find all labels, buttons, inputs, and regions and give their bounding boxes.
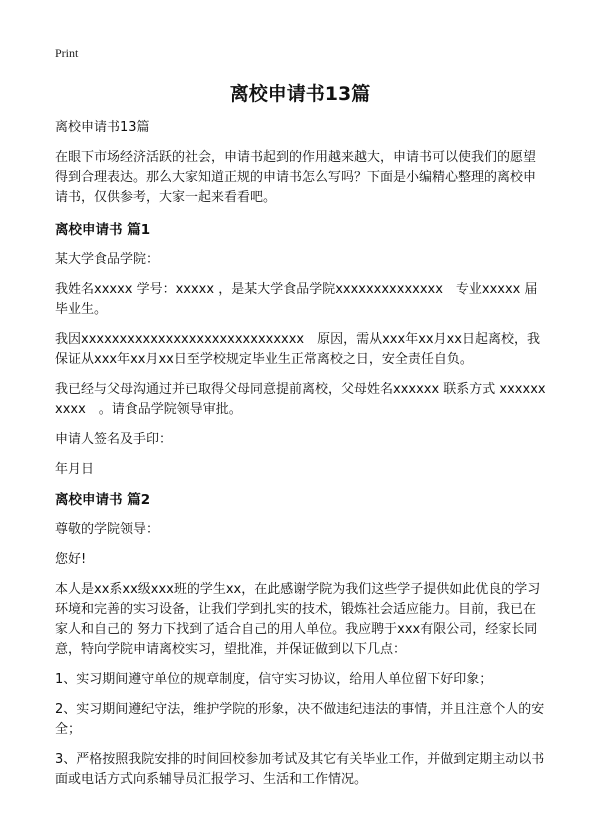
- section2-greeting: 您好!: [55, 552, 87, 567]
- document-body: [55, 118, 547, 790]
- section1-date: 年月日: [55, 462, 95, 477]
- section2-salutation: 尊敬的学院领导：: [55, 522, 160, 537]
- section2-paragraph-1: 本人是xx系xx级xxx班的学生xx，在此感谢学院为我们这些学子提供如此优良的学习环境和完善的实习设备，让我们学到扎实的技术，锻炼社会适应能力。目前，我已在家人和自己的 努力下找到了适合自己的用人单位。我应聘于xxx有限公司，经家长同意，特向学院申请离校实习，望批准，并保证做到以下几点：: [55, 582, 541, 657]
- section1-heading: 离校申请书 篇1: [55, 222, 151, 238]
- print-label: Print: [55, 46, 79, 60]
- section1-paragraph-1: 我姓名xxxxx 学号：xxxxx ，是某大学食品学院xxxxxxxxxxxxxx 专业xxxxx 届毕业生。: [55, 282, 538, 317]
- section1-paragraph-3: 我已经与父母沟通过并已取得父母同意提前离校，父母姓名xxxxxx 联系方式 xxxxxxxxxx 。请食品学院领导审批。: [55, 382, 546, 417]
- section1-signature: 申请人签名及手印：: [55, 432, 173, 447]
- document-title: 离校申请书13篇: [229, 83, 371, 105]
- section2-item-2: 2、实习期间遵纪守法，维护学院的形象，决不做违纪违法的事情，并且注意个人的安全；: [55, 702, 545, 737]
- section1-paragraph-2: 我因xxxxxxxxxxxxxxxxxxxxxxxxxxxxx 原因，需从xxx年xx月xx日起离校，我保证从xxx年xx月xx日至学校规定毕业生正常离校之日，安全责任自负。: [55, 332, 540, 367]
- document-subtitle: 离校申请书13篇: [55, 120, 150, 135]
- section2-heading: 离校申请书 篇2: [55, 492, 151, 508]
- section2-item-1: 1、实习期间遵守单位的规章制度，信守实习协议，给用人单位留下好印象；: [55, 672, 493, 687]
- section1-salutation: 某大学食品学院：: [55, 252, 160, 267]
- intro-paragraph: 在眼下市场经济活跃的社会，申请书起到的作用越来越大，申请书可以使我们的愿望得到合理表达。那么大家知道正规的申请书怎么写吗？下面是小编精心整理的离校申请书，仅供参考，大家一起来看看吧。: [55, 150, 537, 205]
- section2-item-3: 3、严格按照我院安排的时间回校参加考试及其它有关毕业工作，并做到定期主动以书面或电话方式向系辅导员汇报学习、生活和工作情况。: [55, 752, 545, 787]
